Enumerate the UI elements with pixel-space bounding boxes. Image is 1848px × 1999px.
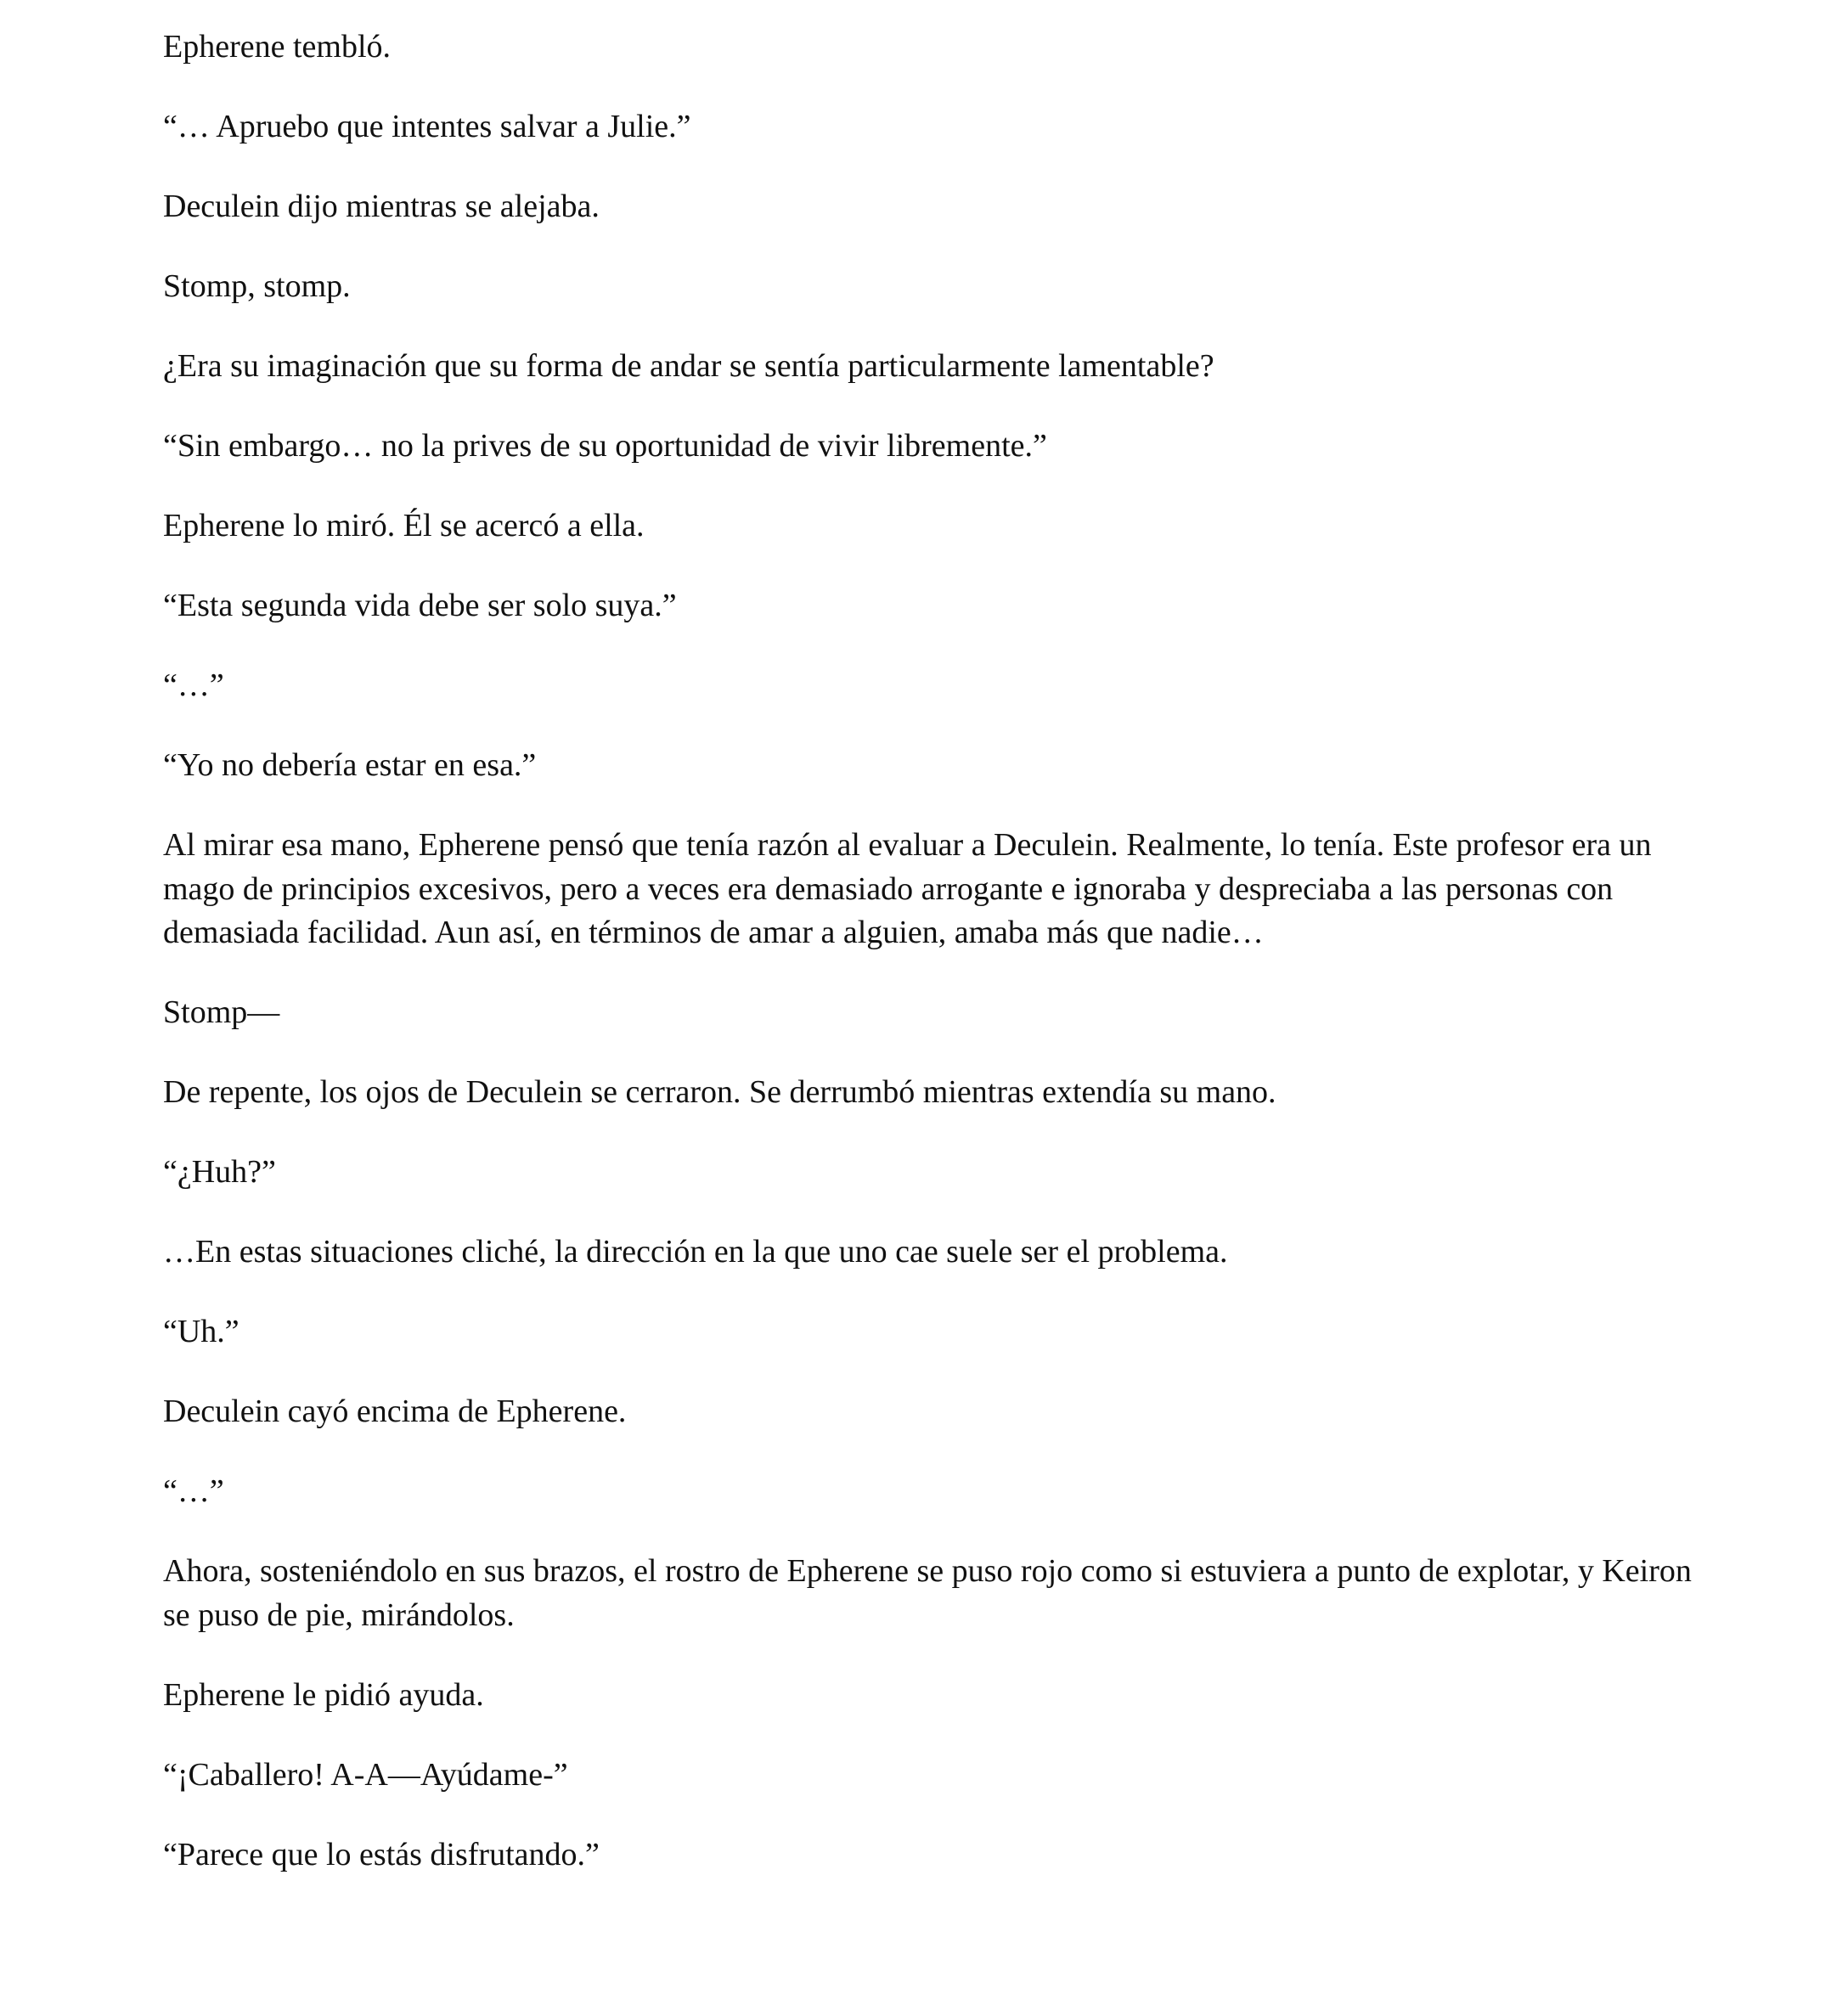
paragraph: …En estas situaciones cliché, la dirección en la que uno cae suele ser el problema.	[163, 1234, 1228, 1270]
paragraph: Deculein dijo mientras se alejaba.	[163, 189, 600, 224]
paragraph: Epherene lo miró. Él se acercó a ella.	[163, 508, 645, 543]
paragraph: “…”	[163, 1473, 224, 1509]
paragraph: “…”	[163, 667, 224, 703]
paragraph: “Uh.”	[163, 1314, 239, 1349]
paragraph: Ahora, sosteniéndolo en sus brazos, el rostro de Epherene se puso rojo como si estuviera a punto de explotar, y Keiron se puso de pie, mirándolos.	[163, 1553, 1692, 1633]
paragraph: Epherene le pidió ayuda.	[163, 1676, 484, 1713]
paragraph: “¡Caballero! A-A—Ayúdame-”	[163, 1756, 568, 1793]
paragraph: “Parece que lo estás disfrutando.”	[163, 1836, 600, 1872]
paragraph: Al mirar esa mano, Epherene pensó que tenía razón al evaluar a Deculein. Realmente, lo tenía. Este profesor era un mago de principios excesivos, pero a veces era demasiado arrogante e ignoraba y despreciaba a las personas con demasiada facilidad. Aun así, en términos de amar a alguien, amaba más que nadie…	[163, 827, 1652, 950]
paragraph: “… Apruebo que intentes salvar a Julie.”	[163, 109, 691, 144]
paragraph: “Yo no debería estar en esa.”	[163, 747, 537, 783]
paragraph: Stomp—	[163, 994, 280, 1030]
paragraph: ¿Era su imaginación que su forma de andar se sentía particularmente lamentable?	[163, 348, 1214, 384]
paragraph: “¿Huh?”	[163, 1154, 276, 1190]
paragraph: De repente, los ojos de Deculein se cerraron. Se derrumbó mientras extendía su mano.	[163, 1074, 1276, 1110]
paragraph: “Sin embargo… no la prives de su oportunidad de vivir libremente.”	[163, 428, 1047, 464]
paragraph: Stomp, stomp.	[163, 268, 351, 304]
paragraph: Deculein cayó encima de Epherene.	[163, 1394, 627, 1429]
document-page	[163, 25, 1709, 1913]
paragraph: Epherene tembló.	[163, 29, 392, 65]
paragraph: “Esta segunda vida debe ser solo suya.”	[163, 588, 677, 623]
